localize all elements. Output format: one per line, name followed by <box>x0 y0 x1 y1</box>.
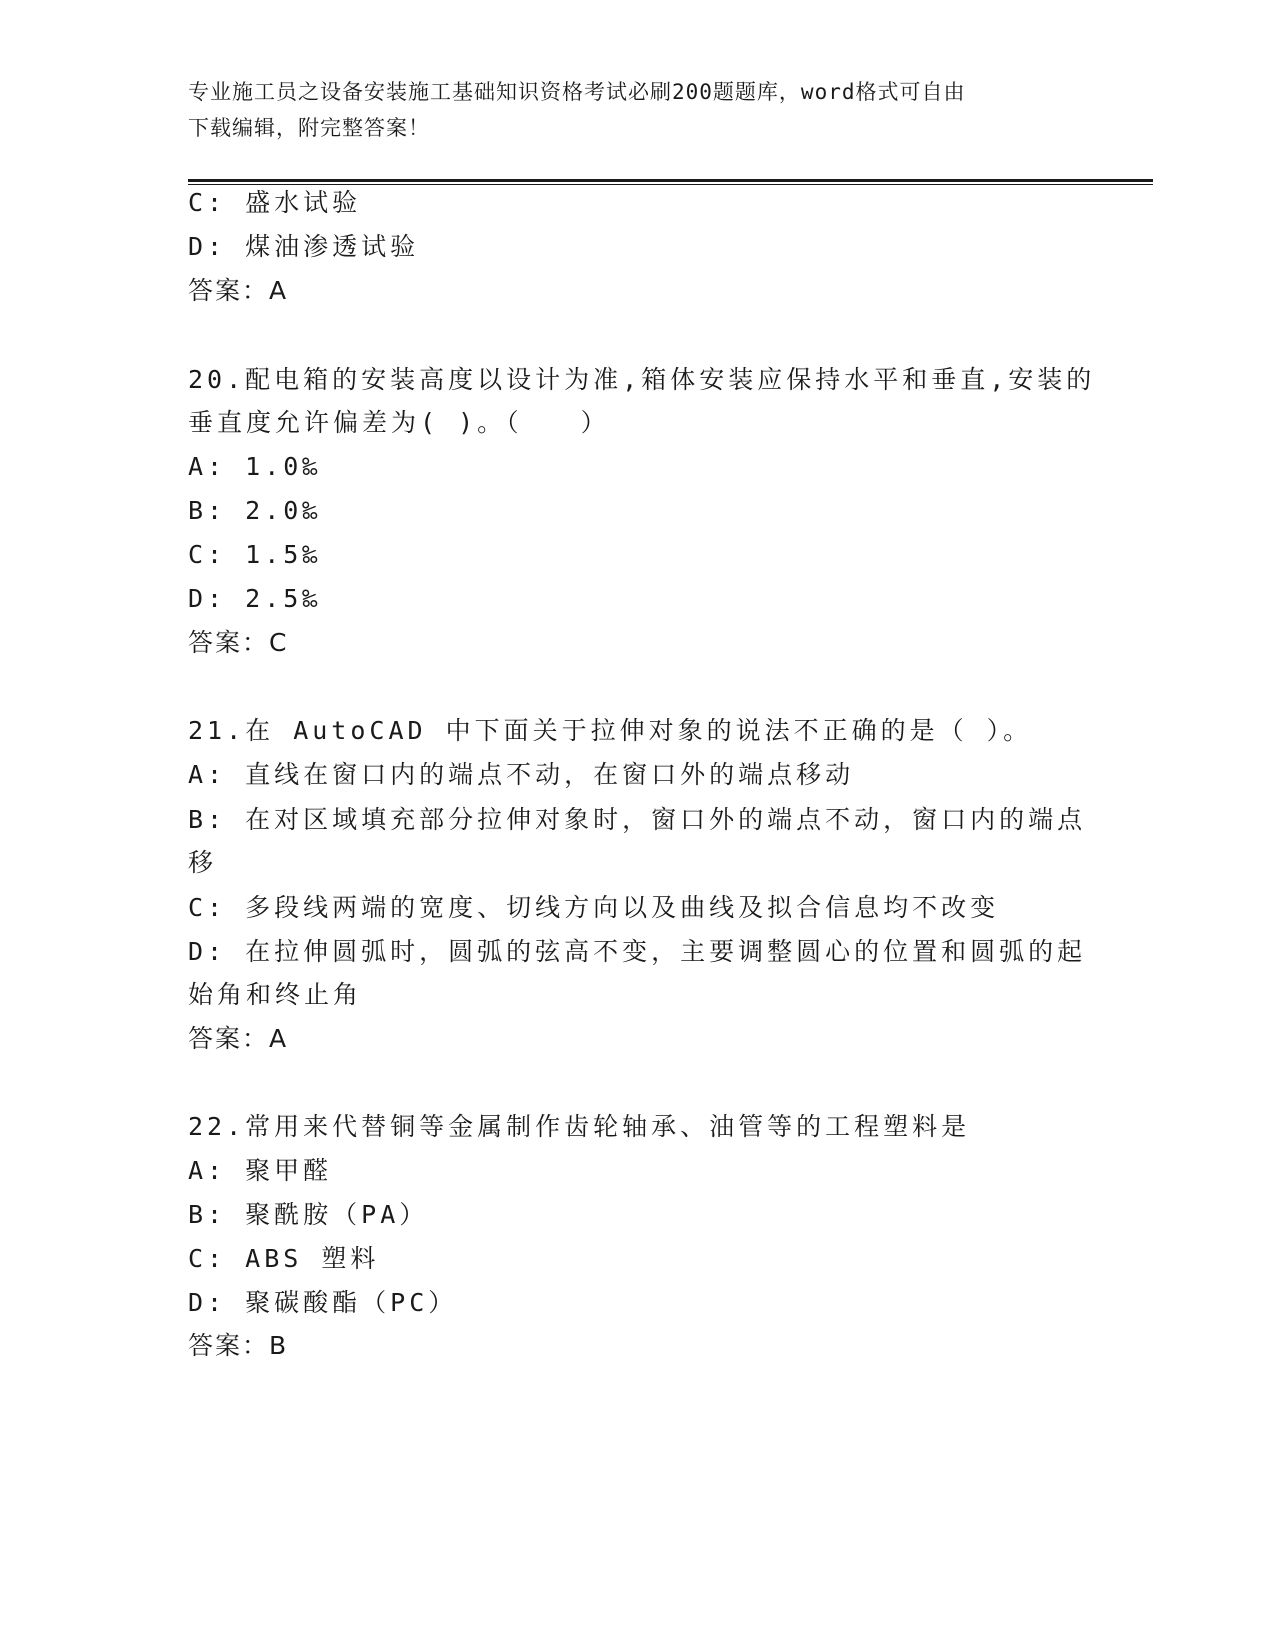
q21-option-b-line-1: B: 在对区域填充部分拉伸对象时，窗口外的端点不动，窗口内的端点 <box>188 805 1087 834</box>
header-title-line-1: 专业施工员之设备安装施工基础知识资格考试必刷200题题库，word格式可自由 <box>188 80 966 104</box>
q21-option-d-line-1: D: 在拉伸圆弧时，圆弧的弦高不变，主要调整圆心的位置和圆弧的起 <box>188 937 1087 966</box>
q21-option-a: A: 直线在窗口内的端点不动，在窗口外的端点移动 <box>188 760 855 789</box>
q20-stem-line-1: 20.配电箱的安装高度以设计为准,箱体安装应保持水平和垂直,安装的 <box>188 365 1096 394</box>
q21-stem: 21.在 AutoCAD 中下面关于拉伸对象的说法不正确的是（ ）。 <box>188 716 1033 745</box>
q19-option-c: C: 盛水试验 <box>188 188 362 217</box>
q19-option-d: D: 煤油渗透试验 <box>188 232 420 261</box>
q21-option-d-line-2: 始角和终止角 <box>188 980 363 1009</box>
q20-option-b: B: 2.0‰ <box>188 496 322 525</box>
q21-option-b-line-2: 移 <box>188 848 218 877</box>
header-title-line-2: 下载编辑，附完整答案！ <box>188 116 430 140</box>
q20-option-a: A: 1.0‰ <box>188 452 322 481</box>
q21-option-c: C: 多段线两端的宽度、切线方向以及曲线及拟合信息均不改变 <box>188 893 1000 922</box>
q20-stem-line-2: 垂直度允许偏差为( )。（ ） <box>188 408 610 437</box>
q20-option-d: D: 2.5‰ <box>188 584 322 613</box>
q20-answer: 答案：C <box>188 628 289 657</box>
document-header <box>188 74 1068 146</box>
q19-answer: 答案：A <box>188 276 289 305</box>
q22-option-a: A: 聚甲醛 <box>188 1156 333 1185</box>
q22-option-c: C: ABS 塑料 <box>188 1244 380 1273</box>
q22-answer: 答案：B <box>188 1331 289 1360</box>
q21-answer: 答案：A <box>188 1024 289 1053</box>
q20-option-c: C: 1.5‰ <box>188 540 322 569</box>
q22-option-b: B: 聚酰胺（PA） <box>188 1200 429 1229</box>
q22-option-d: D: 聚碳酸酯（PC） <box>188 1288 458 1317</box>
q22-stem: 22.常用来代替铜等金属制作齿轮轴承、油管等的工程塑料是 <box>188 1112 971 1141</box>
